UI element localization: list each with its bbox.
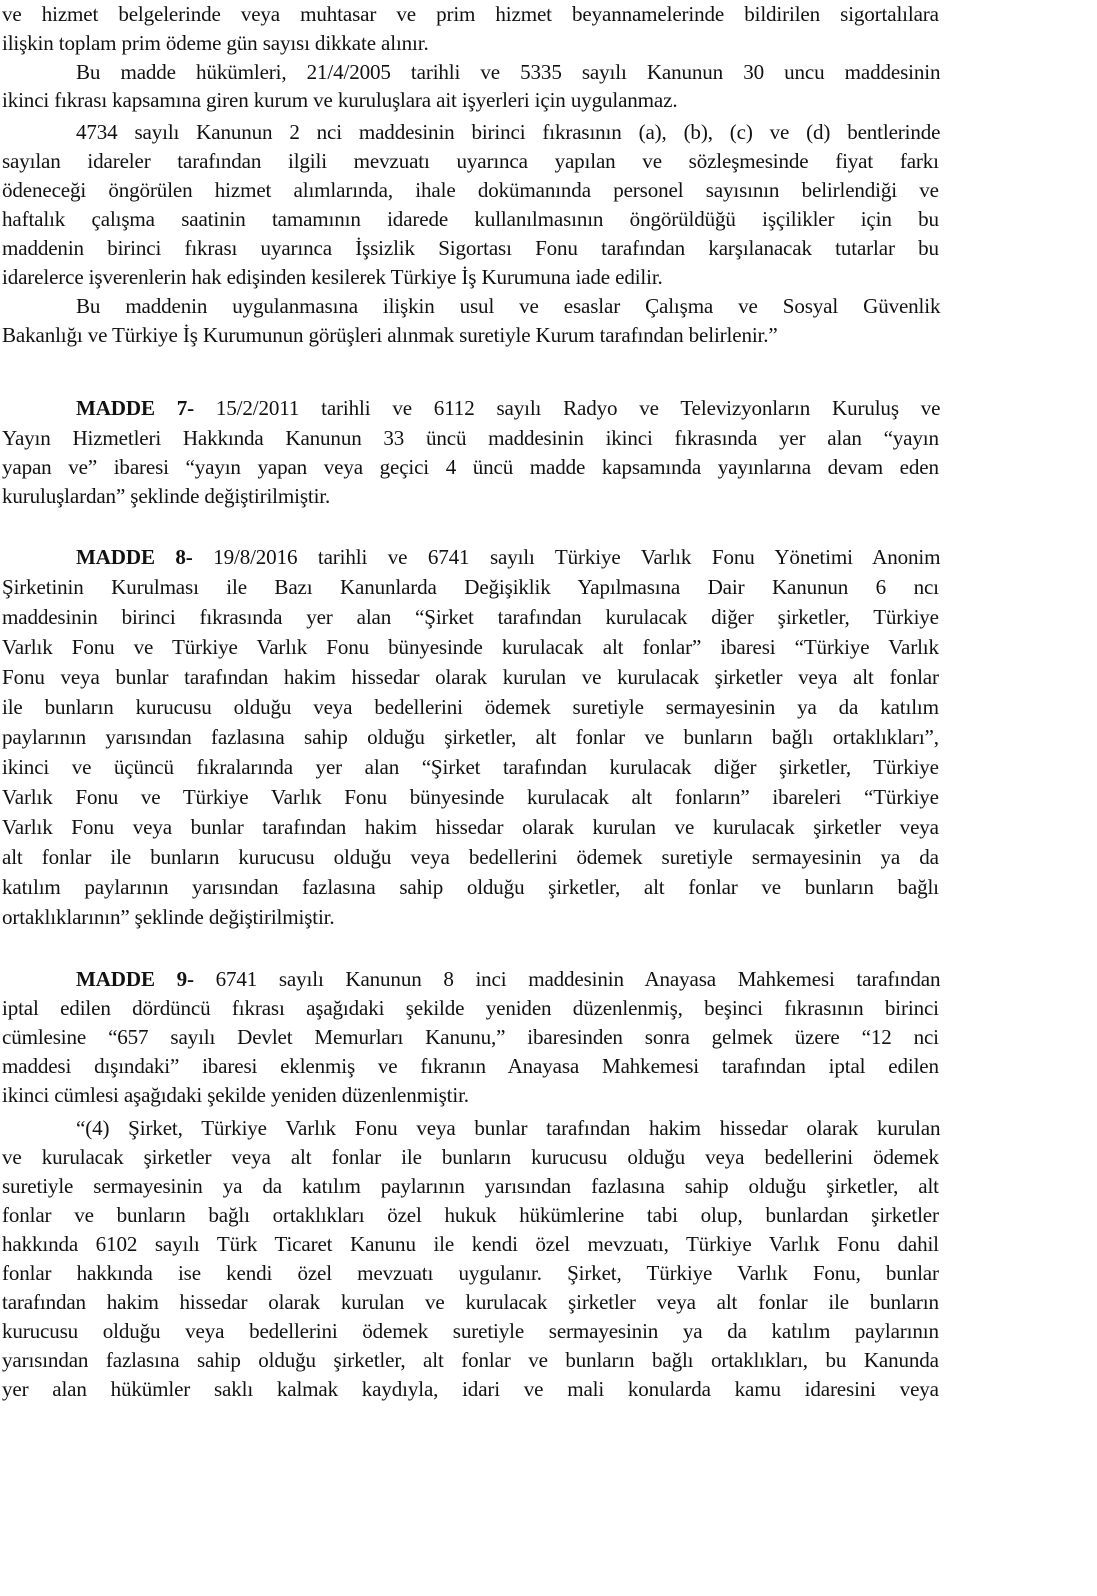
text-line: yarısından fazlasına sahip olduğu şirketler, alt fonlar ve bunların bağlı ortaklıkları, bu Kanunda [2, 1348, 939, 1372]
text-line: kuruluşlardan” şeklinde değiştirilmiştir. [2, 484, 331, 508]
text-line: “(4) Şirket, Türkiye Varlık Fonu veya bunlar tarafından hakim hissedar olarak kurulan [76, 1116, 941, 1140]
text-line: Bu madde hükümleri, 21/4/2005 tarihli ve 5335 sayılı Kanunun 30 uncu maddesinin [76, 60, 941, 84]
text-line: tarafından hakim hissedar olarak kurulan ve kurulacak şirketler veya alt fonlar ile bunların [2, 1290, 939, 1314]
text-line: Varlık Fonu ve Türkiye Varlık Fonu bünyesinde kurulacak alt fonların” ibareleri “Türkiye [2, 785, 939, 809]
article-7-heading: MADDE 7- [76, 396, 195, 420]
text-line: ikinci cümlesi aşağıdaki şekilde yeniden düzenlenmiştir. [2, 1083, 469, 1107]
text-line: maddesinin birinci fıkrasında yer alan “Şirket tarafından kurulacak diğer şirketler, Türkiye [2, 605, 939, 629]
text-line: fonlar ve bunların bağlı ortaklıkları özel hukuk hükümlerine tabi olup, bunlardan şirketler [2, 1203, 939, 1227]
text-line: ilişkin toplam prim ödeme gün sayısı dikkate alınır. [2, 31, 429, 55]
text-line: suretiyle sermayesinin ya da katılım paylarının yarısından fazlasına sahip olduğu şirketler, alt [2, 1174, 939, 1198]
text-line: iptal edilen dördüncü fıkrası aşağıdaki şekilde yeniden düzenlenmiş, beşinci fıkrasının birinci [2, 996, 939, 1020]
text-fragment: 6741 sayılı Kanunun 8 inci maddesinin Anayasa Mahkemesi tarafından [193, 967, 941, 991]
text-line: Yayın Hizmetleri Hakkında Kanunun 33 üncü maddesinin ikinci fıkrasında yer alan “yayın [2, 426, 939, 450]
text-line: ile bunların kurucusu olduğu veya bedellerini ödemek suretiyle sermayesinin ya da katılım [2, 695, 939, 719]
text-line: Varlık Fonu veya bunlar tarafından hakim hissedar olarak kurulan ve kurulacak şirketler veya [2, 815, 939, 839]
text-line: ikinci ve üçüncü fıkralarında yer alan “Şirket tarafından kurulacak diğer şirketler, Türkiye [2, 755, 939, 779]
text-line: Şirketinin Kurulması ile Bazı Kanunlarda Değişiklik Yapılmasına Dair Kanunun 6 ncı [2, 575, 939, 599]
text-line: ödeneceği öngörülen hizmet alımlarında, ihale dokümanında personel sayısının belirlendiği ve [2, 178, 939, 202]
text-line: sayılan idareler tarafından ilgili mevzuatı uyarınca yapılan ve sözleşmesinde fiyat farkı [2, 149, 939, 173]
text-line: Bakanlığı ve Türkiye İş Kurumunun görüşleri alınmak suretiyle Kurum tarafından belirlenir.” [2, 323, 778, 347]
text-line: haftalık çalışma saatinin tamamının idarede kullanılmasının öngörüldüğü işçilikler için bu [2, 207, 939, 231]
article-7-first-line [76, 394, 940, 422]
text-line: yapan ve” ibaresi “yayın yapan veya geçici 4 üncü madde kapsamında yayınlarına devam eden [2, 455, 939, 479]
text-line: idarelerce işverenlerin hak edişinden kesilerek Türkiye İş Kurumuna iade edilir. [2, 265, 663, 289]
text-line: ortaklıklarının” şeklinde değiştirilmiştir. [2, 905, 335, 929]
text-line: hakkında 6102 sayılı Türk Ticaret Kanunu ile kendi özel mevzuatı, Türkiye Varlık Fonu dahil [2, 1232, 939, 1256]
text-line: Bu maddenin uygulanmasına ilişkin usul ve esaslar Çalışma ve Sosyal Güvenlik [76, 294, 941, 318]
article-8-heading: MADDE 8- [76, 545, 193, 569]
text-fragment: 15/2/2011 tarihli ve 6112 sayılı Radyo ve Televizyonların Kuruluş ve [194, 396, 941, 420]
text-line: ve hizmet belgelerinde veya muhtasar ve prim hizmet beyannamelerinde bildirilen sigortalılara [2, 2, 939, 26]
text-line: alt fonlar ile bunların kurucusu olduğu veya bedellerini ödemek suretiyle sermayesinin ya da [2, 845, 939, 869]
text-fragment: 19/8/2016 tarihli ve 6741 sayılı Türkiye Varlık Fonu Yönetimi Anonim [192, 545, 941, 569]
text-line: cümlesine “657 sayılı Devlet Memurları Kanunu,” ibaresinden sonra gelmek üzere “12 nci [2, 1025, 939, 1049]
text-line: katılım paylarının yarısından fazlasına sahip olduğu şirketler, alt fonlar ve bunların bağlı [2, 875, 939, 899]
article-9-first-line [76, 965, 940, 993]
text-line: ikinci fıkrası kapsamına giren kurum ve kuruluşlara ait işyerleri için uygulanmaz. [2, 88, 678, 112]
text-line: 4734 sayılı Kanunun 2 nci maddesinin birinci fıkrasının (a), (b), (c) ve (d) bentlerinde [76, 120, 941, 144]
article-8-first-line [76, 543, 940, 571]
text-line: fonlar hakkında ise kendi özel mevzuatı uygulanır. Şirket, Türkiye Varlık Fonu, bunlar [2, 1261, 939, 1285]
text-line: paylarının yarısından fazlasına sahip olduğu şirketler, alt fonlar ve bunların bağlı ortaklıkları”, [2, 725, 939, 749]
text-line: yer alan hükümler saklı kalmak kaydıyla, idari ve mali konularda kamu idaresini veya [2, 1377, 939, 1401]
text-line: maddenin birinci fıkrası uyarınca İşsizlik Sigortası Fonu tarafından karşılanacak tutarlar bu [2, 236, 939, 260]
text-line: maddesi dışındaki” ibaresi eklenmiş ve fıkranın Anayasa Mahkemesi tarafından iptal edilen [2, 1054, 939, 1078]
article-9-heading: MADDE 9- [76, 967, 194, 991]
text-line: Varlık Fonu ve Türkiye Varlık Fonu bünyesinde kurulacak alt fonlar” ibaresi “Türkiye Varlık [2, 635, 939, 659]
text-line: ve kurulacak şirketler veya alt fonlar ile bunların kurucusu olduğu veya bedellerini ödemek [2, 1145, 939, 1169]
text-line: Fonu veya bunlar tarafından hakim hissedar olarak kurulan ve kurulacak şirketler veya alt fonlar [2, 665, 939, 689]
text-line: kurucusu olduğu veya bedellerini ödemek suretiyle sermayesinin ya da katılım paylarının [2, 1319, 939, 1343]
